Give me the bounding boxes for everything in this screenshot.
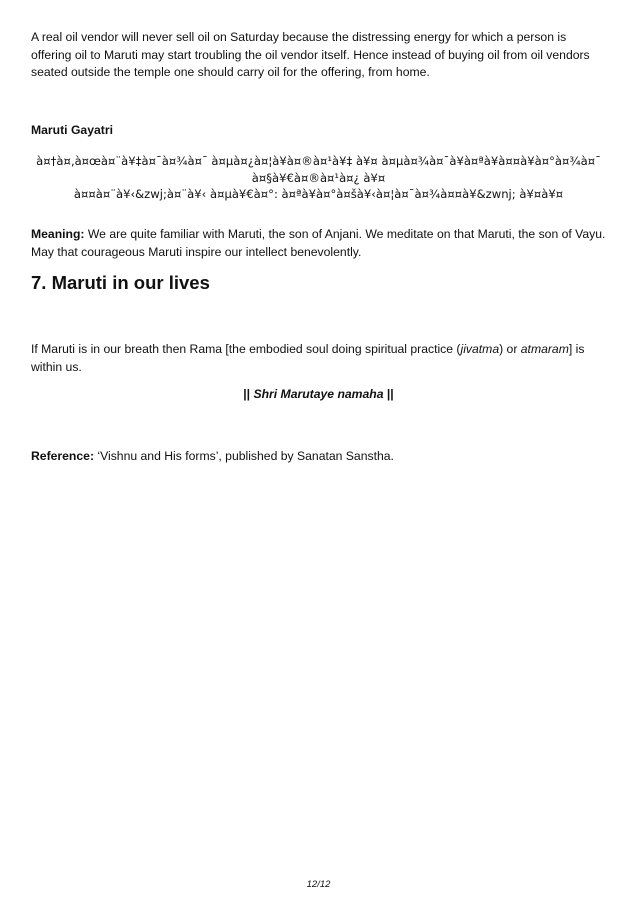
gayatri-line-3: à¤¤à¤¨à¥‹&zwj;à¤¨à¥‹ à¤µà¥€à¤°: à¤ªà¥à¤°à¤šà¥‹à¤¦à¤¯à¤¾à¤¤à¥&zwnj; à¥¤à¥¤ [73, 187, 564, 201]
namaha-open-bars: || [243, 387, 254, 401]
breath-text-3: ] is within us. [31, 342, 585, 374]
section-heading: 7. Maruti in our lives [31, 272, 210, 293]
page-number: 12/12 [306, 879, 331, 890]
document-page [31, 0, 606, 902]
reference-label: Reference: [31, 449, 94, 463]
breath-paragraph [31, 341, 606, 376]
breath-text-1: If Maruti is in our breath then Rama [the embodied soul doing spiritual practice ( [31, 342, 461, 356]
gayatri-line-1: à¤†à¤‚à¤œà¤¨à¥‡à¤¯à¤¾à¤¯ à¤µà¤¿à¤¦à¥à¤®à¤¹à¥‡ à¥¤ à¤µà¤¾à¤¯à¥à¤ªà¥à¤¤à¥à¤°à¤¾à¤¯ [36, 154, 601, 168]
meaning-text: We are quite familiar with Maruti, the son of Anjani. We meditate on that Maruti, the son of Vayu. May that courageous Maruti inspire our intellect benevolently. [31, 227, 606, 259]
jivatma-term: jivatma [460, 342, 500, 356]
meaning-label: Meaning: [31, 227, 85, 241]
namaha-text: Shri Marutaye namaha [253, 387, 384, 401]
reference-paragraph [31, 448, 606, 466]
namaha-close-bars: || [383, 387, 394, 401]
gayatri-heading: Maruti Gayatri [31, 123, 113, 137]
gayatri-line-2: à¤§à¥€à¤®à¤¹à¤¿ à¥¤ [251, 170, 386, 185]
atmaram-term: atmaram [520, 342, 569, 356]
breath-text-2: ) or [499, 342, 521, 356]
namaha-line [31, 386, 606, 403]
intro-paragraph: A real oil vendor will never sell oil on Saturday because the distressing energy for which a person is offering oil to Maruti may start troubling the oil vendor itself. Hence instead of buying oil from oil vendors seated outside the temple one should carry oil for the offering, from home. [31, 30, 590, 79]
gayatri-mantra [31, 153, 606, 203]
reference-text: ‘Vishnu and His forms’, published by Sanatan Sanstha. [94, 449, 394, 463]
meaning-paragraph [31, 226, 606, 261]
